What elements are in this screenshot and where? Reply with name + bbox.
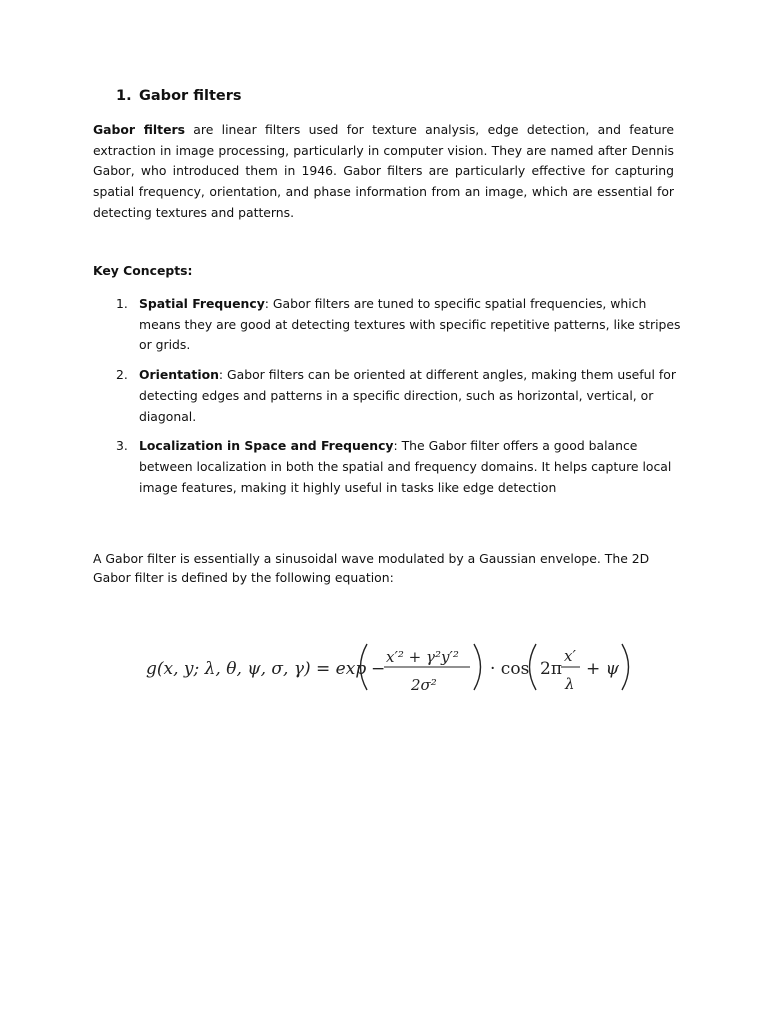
section-number: 1. [116, 88, 132, 104]
equation-lhs: g(x, y; λ, θ, ψ, σ, γ) = exp [146, 659, 367, 679]
concept-term: Localization in Space and Frequency [139, 438, 394, 454]
concept-item-localization [93, 436, 683, 498]
concept-term: Spatial Frequency [139, 296, 265, 311]
equation-minus: − [371, 659, 386, 679]
intro-paragraph [93, 120, 674, 224]
concept-text: : Gabor filters are tuned to specific spatial frequencies, which means they are good at detecting textures with specific repetitive patterns, like stripes or grids. [139, 296, 681, 353]
equation-frac2-num: x′ [564, 647, 576, 665]
equation-numerator: x′² + γ²y′² [386, 648, 459, 666]
intro-bold-term: Gabor filters [93, 122, 185, 137]
left-paren-2 [530, 644, 537, 690]
concept-item-orientation [93, 365, 683, 427]
right-paren-1 [474, 644, 481, 690]
equation-dot-cos: · cos [490, 659, 530, 679]
concept-number: 1. [116, 296, 128, 311]
equation-plus-psi: + ψ [586, 659, 619, 679]
section-title: Gabor filters [139, 88, 242, 104]
intro-text: are linear filters used for texture analysis, edge detection, and feature extraction in image processing, particularly in computer vision. They are named after Dennis Gabor, who introduced them in 1946. Gabor filters are particularly effective for capturing spatial frequency, orientation, and phase information from an image, which are essential for detecting textures and patterns. [93, 122, 674, 220]
concept-term: Orientation [139, 367, 219, 383]
right-paren-2 [622, 644, 629, 690]
concept-item-spatial-frequency [93, 294, 683, 356]
gabor-equation [140, 630, 640, 700]
equation-denominator: 2σ² [411, 676, 437, 694]
concept-number: 2. [116, 367, 128, 383]
concept-text: : Gabor filters can be oriented at different angles, making them useful for detecting edges and patterns in a specific direction, such as horizontal, vertical, or diagonal. [139, 367, 676, 424]
concept-text: : The Gabor filter offers a good balance between localization in both the spatial and frequency domains. It helps capture local image features, making it highly useful in tasks like edge detection [139, 438, 672, 495]
equation-two-pi: 2π [540, 659, 562, 679]
key-concepts-list [93, 294, 683, 507]
concept-number: 3. [116, 438, 128, 454]
equation-frac2-den: λ [565, 675, 575, 693]
key-concepts-label: Key Concepts: [93, 263, 193, 278]
definition-paragraph: A Gabor filter is essentially a sinusoidal wave modulated by a Gaussian envelope. The 2D Gabor filter is defined by the following equation: [93, 551, 650, 585]
section-heading [116, 88, 242, 104]
